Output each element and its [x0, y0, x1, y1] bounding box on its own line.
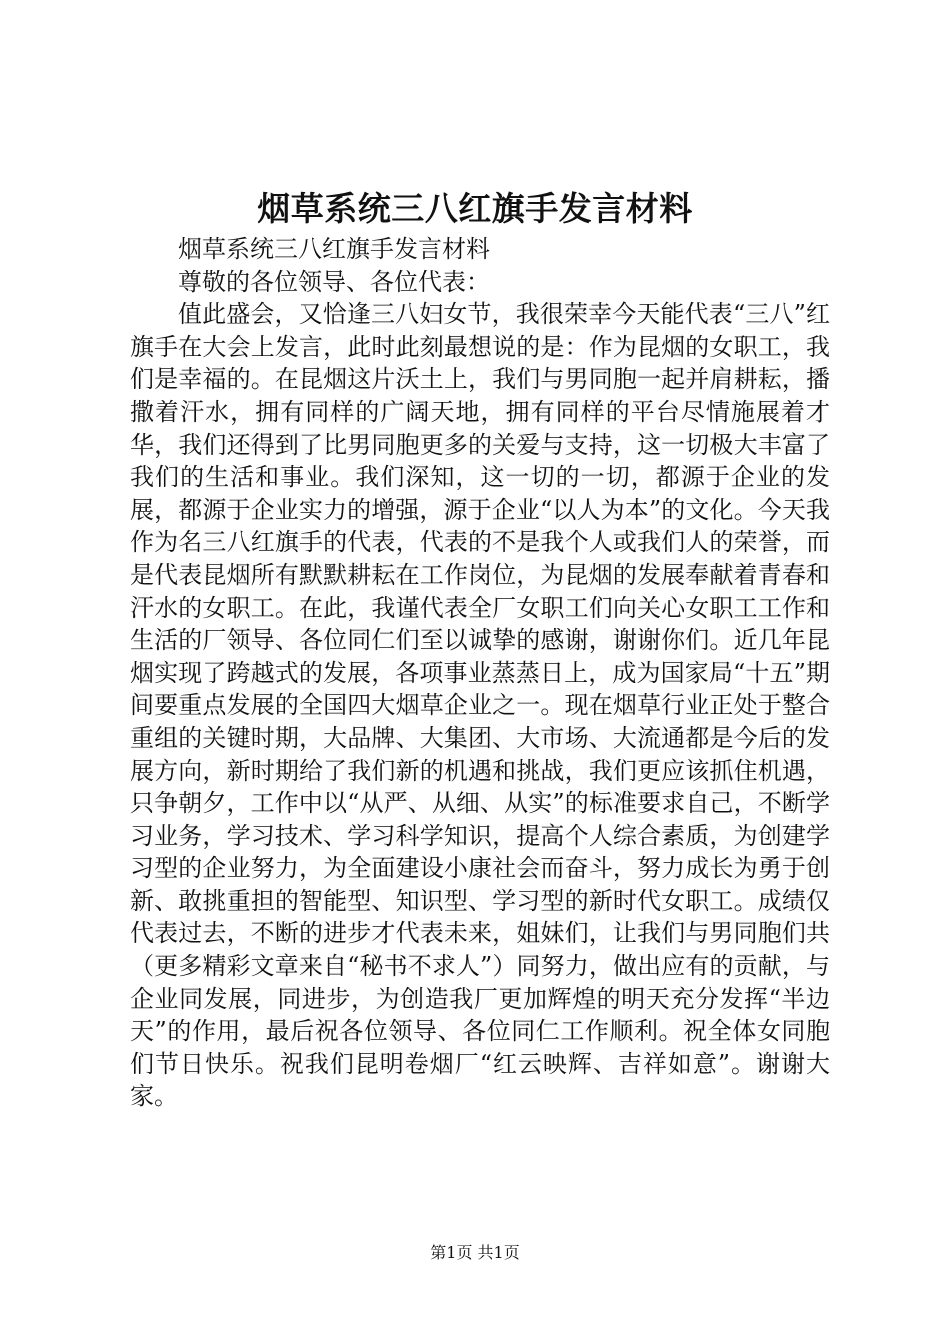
greeting-paragraph: 尊敬的各位领导、各位代表： [178, 267, 490, 296]
page-footer: 第1页 共1页 [430, 1243, 520, 1262]
body-paragraph: 值此盛会，又恰逢三八妇女节，我很荣幸今天能代表“三八”红旗手在大会上发言，此时此刻最想说的是：作为昆烟的女职工，我们是幸福的。在昆烟这片沃土上，我们与男同胞一起并肩耕耘，播撒着汗水，拥有同样的广阔天地，拥有同样的平台尽情施展着才华，我们还得到了比男同胞更多的关爱与支持，这一切极大丰富了我们的生活和事业。我们深知，这一切的一切，都源于企业的发展，都源于企业实力的增强，源于企业“以人为本”的文化。今天我作为名三八红旗手的代表，代表的不是我个人或我们人的荣誉，而是代表昆烟所有默默耕耘在工作岗位，为昆烟的发展奉献着青春和汗水的女职工。在此，我谨代表全厂女职工们向关心女职工工作和生活的厂领导、各位同仁们至以诚挚的感谢，谢谢你们。近几年昆烟实现了跨越式的发展，各项事业蒸蒸日上，成为国家局“十五”期间要重点发展的全国四大烟草企业之一。现在烟草行业正处于整合重组的关键时期，大品牌、大集团、大市场、大流通都是今后的发展方向，新时期给了我们新的机遇和挑战，我们更应该抓住机遇，只争朝夕，工作中以“从严、从细、从实”的标准要求自己，不断学习业务，学习技术、学习科学知识，提高个人综合素质，为创建学习型的企业努力，为全面建设小康社会而奋斗，努力成长为勇于创新、敢挑重担的智能型、知识型、学习型的新时代女职工。成绩仅代表过去，不断的进步才代表未来，姐妹们，让我们与男同胞们共（更多精彩文章来自“秘书不求人”）同努力，做出应有的贡献，与企业同发展，同进步，为创造我厂更加辉煌的明天充分发挥“半边天”的作用，最后祝各位领导、各位同仁工作顺利。祝全体女同胞们节日快乐。祝我们昆明卷烟厂“红云映辉、吉祥如意”。谢谢大家。 [130, 300, 830, 1111]
document-title: 烟草系统三八红旗手发言材料 [257, 189, 693, 228]
document-body [130, 233, 830, 1113]
subtitle-paragraph: 烟草系统三八红旗手发言材料 [178, 235, 490, 263]
